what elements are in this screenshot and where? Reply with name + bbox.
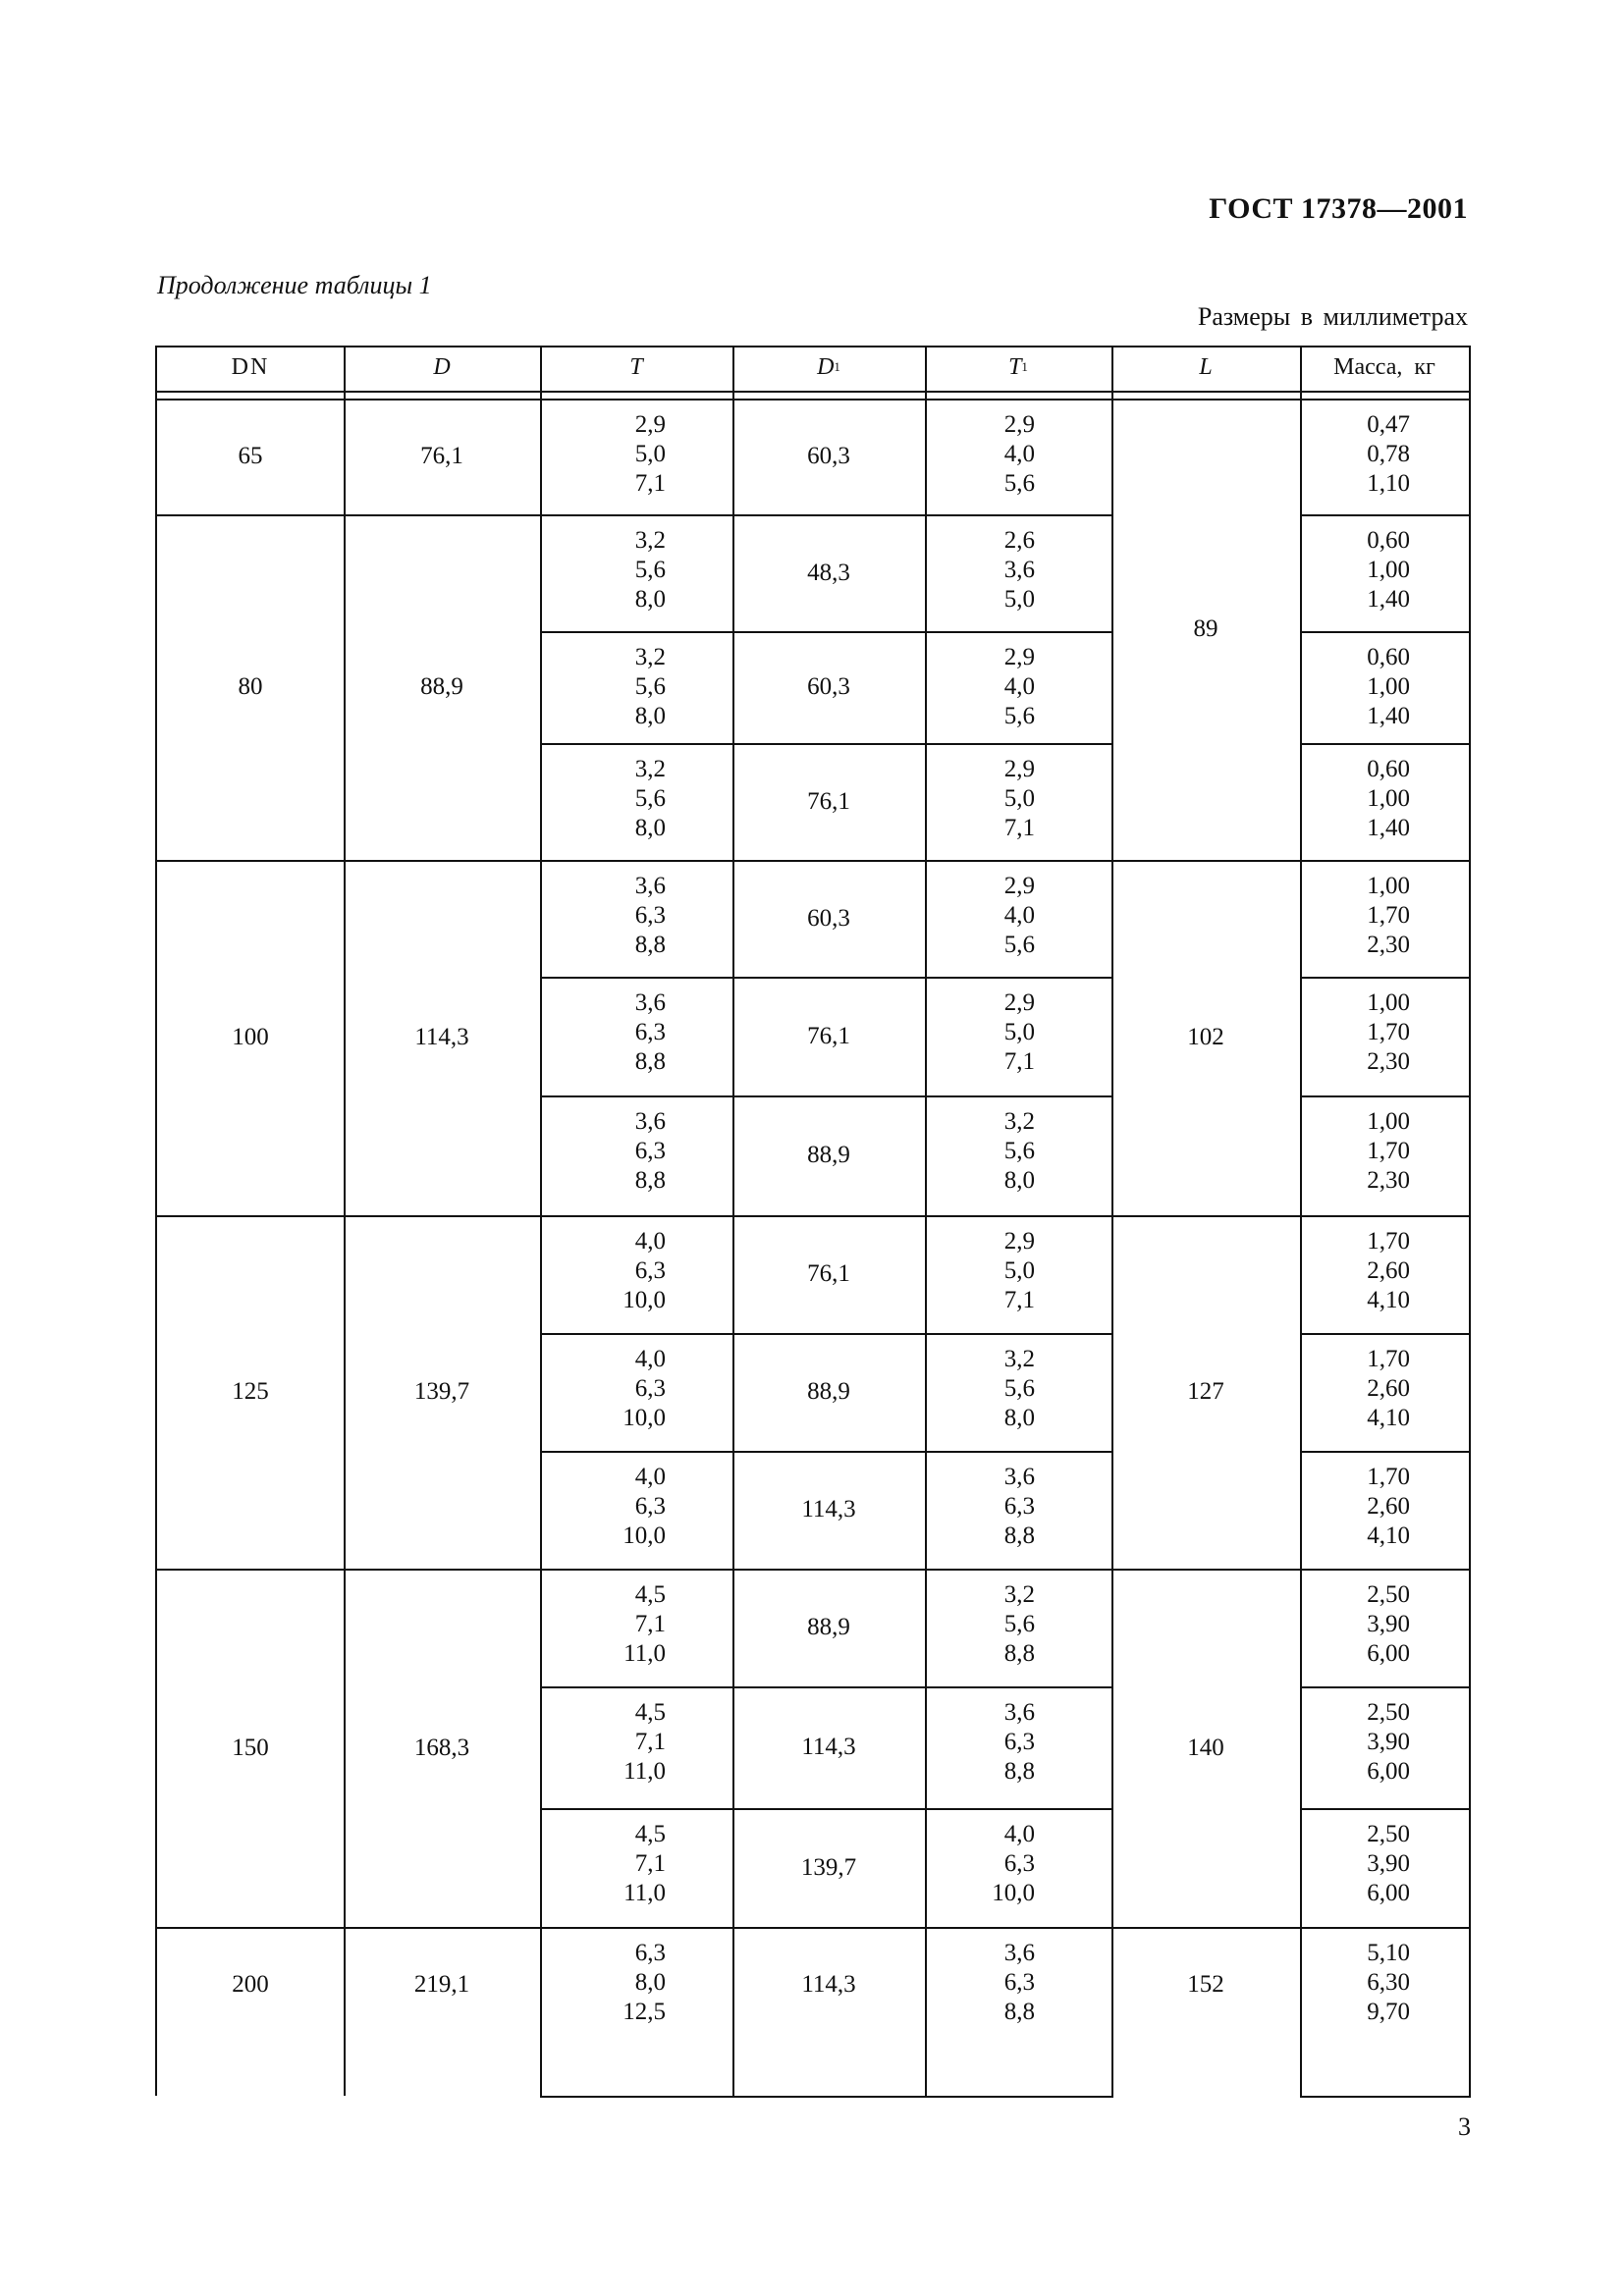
mass-cell-value: 0,78	[1367, 441, 1410, 467]
mass-cell	[1300, 1107, 1410, 1196]
l-cell: 102	[1187, 1024, 1224, 1050]
mass-cell-value: 0,60	[1367, 756, 1410, 782]
t1-cell-value: 5,6	[1003, 470, 1035, 497]
t-cell-value: 4,5	[634, 1821, 666, 1847]
dn-cell: 125	[232, 1378, 269, 1405]
dn-cell: 200	[232, 1971, 269, 1998]
mass-cell-value: 1,00	[1367, 1108, 1410, 1135]
header-d1: D 1	[817, 353, 840, 380]
t1-cell-value: 8,8	[1003, 1999, 1035, 2025]
t-cell-value: 3,6	[634, 873, 666, 899]
t-cell-value: 4,5	[634, 1581, 666, 1608]
mass-cell-value: 5,10	[1367, 1940, 1410, 1966]
t1-cell-value: 5,6	[1003, 1375, 1035, 1402]
mass-cell-value: 9,70	[1367, 1999, 1410, 2025]
l-cell: 89	[1193, 615, 1218, 642]
d-cell: 88,9	[420, 673, 463, 700]
t1-cell	[925, 1820, 1035, 1908]
t-cell-value: 8,0	[634, 1969, 666, 1996]
t1-cell	[925, 755, 1035, 843]
mass-cell-value: 2,60	[1367, 1257, 1410, 1284]
t-cell-value: 8,8	[634, 932, 666, 958]
t-cell-value: 6,3	[634, 1138, 666, 1164]
table-right-rule	[1469, 399, 1471, 2096]
t1-cell	[925, 1107, 1035, 1196]
units-note: Размеры в миллиметрах	[1197, 302, 1468, 331]
d1-cell: 88,9	[807, 1614, 850, 1640]
mass-cell-value: 2,50	[1367, 1699, 1410, 1726]
header-d: D	[433, 353, 451, 380]
t-cell-value: 8,8	[634, 1167, 666, 1194]
t1-cell	[925, 1939, 1035, 2027]
t1-cell	[925, 643, 1035, 731]
header-mass: Масса, кг	[1333, 353, 1435, 380]
row-rule	[1300, 860, 1471, 862]
t1-cell-value: 2,9	[1003, 644, 1035, 670]
t-cell-value: 8,0	[634, 586, 666, 613]
l-cell: 140	[1187, 1734, 1224, 1761]
t-cell-value: 8,8	[634, 1048, 666, 1075]
mass-cell-value: 1,70	[1367, 1138, 1410, 1164]
row-rule	[540, 2096, 1113, 2098]
d1-cell: 60,3	[807, 904, 850, 932]
mass-cell-value: 4,10	[1367, 1405, 1410, 1431]
t-cell-value: 3,2	[634, 527, 666, 554]
t1-cell-value: 10,0	[992, 1880, 1035, 1906]
t1-cell-value: 2,9	[1003, 756, 1035, 782]
mass-cell	[1300, 1345, 1410, 1433]
page-number: 3	[1458, 2112, 1471, 2141]
mass-cell-value: 1,00	[1367, 873, 1410, 899]
t1-cell	[925, 1463, 1035, 1551]
t1-cell	[925, 1698, 1035, 1787]
row-rule	[1300, 1095, 1471, 1097]
row-rule	[1300, 2096, 1471, 2098]
d1-cell: 48,3	[807, 559, 850, 586]
t1-cell	[925, 1227, 1035, 1315]
t1-cell-value: 4,0	[1003, 1821, 1035, 1847]
t-cell	[540, 1463, 666, 1551]
t-cell-value: 7,1	[634, 1850, 666, 1877]
t-cell-value: 7,1	[634, 1611, 666, 1637]
d1-cell: 60,3	[807, 673, 850, 700]
mass-cell	[1300, 755, 1410, 843]
t1-cell-value: 8,8	[1003, 1758, 1035, 1785]
mass-cell-value: 1,10	[1367, 470, 1410, 497]
t1-cell-value: 6,3	[1003, 1729, 1035, 1755]
t-cell-value: 6,3	[634, 1375, 666, 1402]
mass-cell	[1300, 1580, 1410, 1669]
t-cell-value: 6,3	[634, 902, 666, 929]
t1-cell-value: 6,3	[1003, 1493, 1035, 1520]
row-rule	[1300, 1333, 1471, 1335]
row-rule	[1300, 1927, 1471, 1929]
t1-cell-value: 6,3	[1003, 1969, 1035, 1996]
t-cell	[540, 1107, 666, 1196]
mass-cell-value: 1,70	[1367, 1464, 1410, 1490]
d1-cell: 114,3	[801, 1971, 856, 1998]
t1-cell-value: 4,0	[1003, 902, 1035, 929]
t-cell-value: 2,9	[634, 411, 666, 438]
mass-cell-value: 6,00	[1367, 1758, 1410, 1785]
mass-cell-value: 2,30	[1367, 1048, 1410, 1075]
t-cell-value: 11,0	[623, 1880, 666, 1906]
standard-code: ГОСТ 17378—2001	[1209, 192, 1468, 225]
t1-cell-value: 2,9	[1003, 411, 1035, 438]
mass-cell	[1300, 1227, 1410, 1315]
mass-cell-value: 1,40	[1367, 815, 1410, 841]
t-cell-value: 11,0	[623, 1758, 666, 1785]
t1-cell-value: 2,9	[1003, 989, 1035, 1016]
dn-cell: 65	[238, 443, 263, 469]
t-cell-value: 11,0	[623, 1640, 666, 1667]
mass-cell-value: 0,47	[1367, 411, 1410, 438]
mass-cell	[1300, 1698, 1410, 1787]
mass-cell	[1300, 988, 1410, 1077]
mass-cell-value: 1,70	[1367, 902, 1410, 929]
mass-cell-value: 1,70	[1367, 1346, 1410, 1372]
t1-cell-value: 7,1	[1003, 815, 1035, 841]
d-cell: 76,1	[420, 443, 463, 469]
d-cell: 168,3	[413, 1734, 470, 1761]
t1-cell-value: 5,0	[1003, 1019, 1035, 1045]
dn-cell: 100	[232, 1024, 269, 1050]
header-column-rule	[925, 346, 927, 399]
t-cell-value: 10,0	[622, 1405, 666, 1431]
t1-cell-value: 6,3	[1003, 1850, 1035, 1877]
l-cell: 152	[1187, 1971, 1224, 1998]
t-cell	[540, 988, 666, 1077]
header-column-rule	[344, 346, 346, 399]
d1-cell: 76,1	[807, 787, 850, 815]
t1-cell	[925, 988, 1035, 1077]
t-cell-value: 4,5	[634, 1699, 666, 1726]
t-cell-value: 12,5	[622, 1999, 666, 2025]
t1-cell-value: 5,6	[1003, 1138, 1035, 1164]
t1-cell-value: 5,6	[1003, 1611, 1035, 1637]
header-dn: DN	[231, 353, 270, 380]
mass-cell-value: 6,00	[1367, 1640, 1410, 1667]
t-cell-value: 7,1	[634, 470, 666, 497]
t-cell-value: 3,6	[634, 1108, 666, 1135]
mass-cell-value: 2,60	[1367, 1493, 1410, 1520]
mass-cell-value: 4,10	[1367, 1522, 1410, 1549]
t-cell-value: 3,2	[634, 644, 666, 670]
t1-cell-value: 5,0	[1003, 785, 1035, 812]
row-rule	[1300, 977, 1471, 979]
t1-cell-value: 2,6	[1003, 527, 1035, 554]
d1-cell: 139,7	[800, 1853, 857, 1881]
t1-cell-value: 4,0	[1003, 673, 1035, 700]
mass-cell	[1300, 526, 1410, 614]
t-cell-value: 6,3	[634, 1493, 666, 1520]
mass-cell-value: 1,00	[1367, 557, 1410, 583]
mass-cell	[1300, 872, 1410, 960]
t1-cell-value: 2,9	[1003, 873, 1035, 899]
mass-cell	[1300, 643, 1410, 731]
mass-cell	[1300, 410, 1410, 499]
t1-cell-value: 7,1	[1003, 1287, 1035, 1313]
mass-cell-value: 2,60	[1367, 1375, 1410, 1402]
d1-cell: 76,1	[807, 1260, 850, 1287]
row-rule	[1300, 1808, 1471, 1810]
t-cell	[540, 526, 666, 614]
d-cell: 114,3	[414, 1024, 469, 1050]
t1-cell-value: 8,8	[1003, 1522, 1035, 1549]
t-cell-value: 10,0	[622, 1522, 666, 1549]
t-cell-value: 4,0	[634, 1228, 666, 1255]
header-column-rule	[1469, 346, 1471, 399]
mass-cell-value: 2,50	[1367, 1581, 1410, 1608]
t1-cell	[925, 1345, 1035, 1433]
t1-cell-value: 8,0	[1003, 1405, 1035, 1431]
t-cell-value: 4,0	[634, 1464, 666, 1490]
header-t1: T 1	[1008, 353, 1028, 380]
t-cell-value: 3,2	[634, 756, 666, 782]
t1-cell-value: 3,2	[1003, 1346, 1035, 1372]
mass-cell-value: 1,40	[1367, 703, 1410, 729]
d-cell: 139,7	[413, 1378, 470, 1405]
t1-cell-value: 5,0	[1003, 1257, 1035, 1284]
mass-cell-value: 1,00	[1367, 785, 1410, 812]
d1-cell: 88,9	[807, 1142, 850, 1168]
t-cell	[540, 410, 666, 499]
mass-cell-value: 1,00	[1367, 989, 1410, 1016]
d1-cell: 114,3	[801, 1496, 856, 1522]
t-cell-value: 3,6	[634, 989, 666, 1016]
header-top-rule	[155, 346, 1471, 347]
header-column-rule	[155, 346, 157, 399]
t-cell	[540, 643, 666, 731]
table-continuation-caption: Продолжение таблицы 1	[157, 271, 432, 299]
header-column-rule	[1300, 346, 1302, 399]
mass-cell-value: 0,60	[1367, 527, 1410, 554]
mass-cell-value: 2,30	[1367, 932, 1410, 958]
d1-cell: 76,1	[807, 1022, 850, 1049]
t-cell	[540, 1698, 666, 1787]
t-cell	[540, 1820, 666, 1908]
t1-cell-value: 5,6	[1003, 703, 1035, 729]
t-cell-value: 5,0	[634, 441, 666, 467]
header-column-rule	[540, 346, 542, 399]
t1-cell	[925, 1580, 1035, 1669]
t-cell-value: 5,6	[634, 673, 666, 700]
t1-cell-value: 5,6	[1003, 932, 1035, 958]
mass-cell-value: 1,00	[1367, 673, 1410, 700]
t1-cell-value: 4,0	[1003, 441, 1035, 467]
mass-cell-value: 1,40	[1367, 586, 1410, 613]
t-cell-value: 6,3	[634, 1257, 666, 1284]
mass-cell	[1300, 1939, 1410, 2027]
t-cell	[540, 755, 666, 843]
t-cell-value: 7,1	[634, 1729, 666, 1755]
t1-cell	[925, 872, 1035, 960]
mass-cell-value: 4,10	[1367, 1287, 1410, 1313]
mass-cell-value: 2,30	[1367, 1167, 1410, 1194]
d1-cell: 60,3	[807, 443, 850, 469]
dn-cell: 150	[232, 1734, 269, 1761]
t-cell	[540, 1580, 666, 1669]
t1-cell-value: 7,1	[1003, 1048, 1035, 1075]
t1-cell-value: 3,2	[1003, 1108, 1035, 1135]
row-rule	[1300, 1215, 1471, 1217]
t1-cell-value: 3,6	[1003, 1699, 1035, 1726]
t-cell-value: 5,6	[634, 785, 666, 812]
header-column-rule	[1111, 346, 1113, 399]
t-cell-value: 8,0	[634, 815, 666, 841]
t1-cell-value: 3,6	[1003, 1464, 1035, 1490]
mass-cell-value: 3,90	[1367, 1850, 1410, 1877]
mass-cell-value: 3,90	[1367, 1611, 1410, 1637]
mass-cell-value: 6,30	[1367, 1969, 1410, 1996]
mass-cell-value: 2,50	[1367, 1821, 1410, 1847]
d1-cell: 88,9	[807, 1378, 850, 1405]
mass-cell	[1300, 1463, 1410, 1551]
row-rule	[1300, 514, 1471, 516]
t1-cell-value: 5,0	[1003, 586, 1035, 613]
row-rule	[1300, 1451, 1471, 1453]
row-rule	[1300, 1569, 1471, 1571]
t1-cell-value: 8,0	[1003, 1167, 1035, 1194]
t-cell	[540, 1939, 666, 2027]
mass-cell-value: 1,70	[1367, 1228, 1410, 1255]
t-cell-value: 6,3	[634, 1019, 666, 1045]
t-cell-value: 6,3	[634, 1940, 666, 1966]
mass-cell-value: 0,60	[1367, 644, 1410, 670]
l-cell: 127	[1187, 1378, 1224, 1405]
row-rule	[1300, 631, 1471, 633]
t-cell-value: 10,0	[622, 1287, 666, 1313]
t1-cell	[925, 410, 1035, 499]
t-cell	[540, 872, 666, 960]
t1-cell-value: 3,6	[1003, 557, 1035, 583]
mass-cell-value: 6,00	[1367, 1880, 1410, 1906]
t1-cell-value: 2,9	[1003, 1228, 1035, 1255]
d-cell: 219,1	[413, 1971, 470, 1998]
t-cell	[540, 1227, 666, 1315]
header-bottom-rule	[155, 391, 1471, 393]
t-cell-value: 4,0	[634, 1346, 666, 1372]
t-cell-value: 8,0	[634, 703, 666, 729]
t1-cell-value: 3,6	[1003, 1940, 1035, 1966]
t-cell-value: 5,6	[634, 557, 666, 583]
mass-cell-value: 1,70	[1367, 1019, 1410, 1045]
row-rule	[1300, 743, 1471, 745]
t1-cell-value: 8,8	[1003, 1640, 1035, 1667]
d1-cell: 114,3	[801, 1734, 856, 1760]
t-cell	[540, 1345, 666, 1433]
dn-cell: 80	[238, 673, 263, 700]
t1-cell	[925, 526, 1035, 614]
header-column-rule	[732, 346, 734, 399]
row-rule	[1300, 1686, 1471, 1688]
mass-cell-value: 3,90	[1367, 1729, 1410, 1755]
header-t: T	[629, 353, 643, 380]
header-l: L	[1199, 353, 1213, 380]
t1-cell-value: 3,2	[1003, 1581, 1035, 1608]
mass-cell	[1300, 1820, 1410, 1908]
